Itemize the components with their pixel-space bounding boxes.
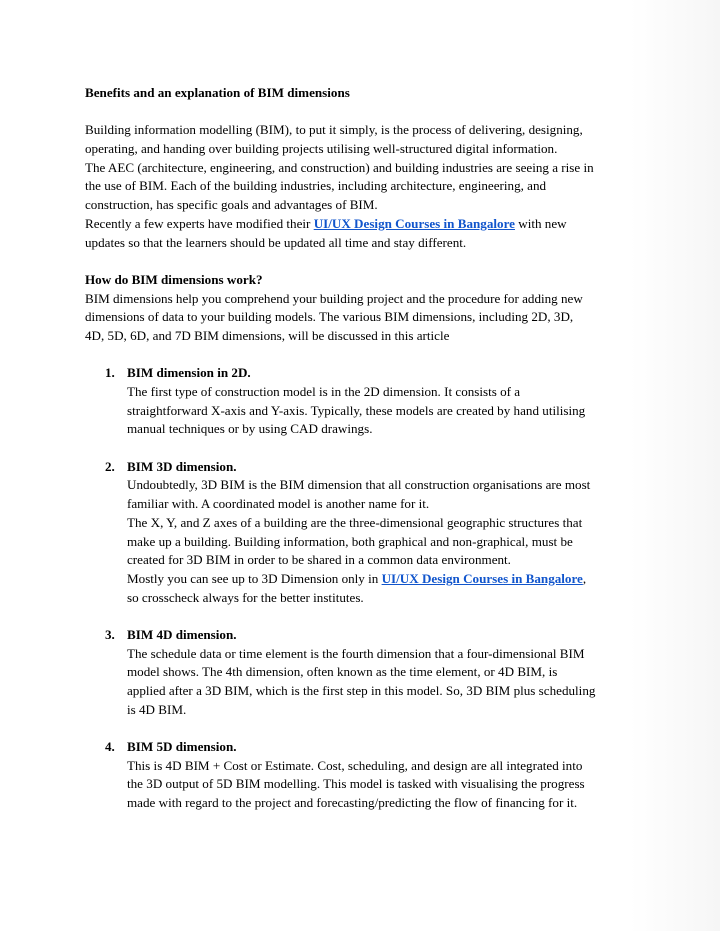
document-heading: Benefits and an explanation of BIM dimensions — [85, 85, 350, 100]
list-item-line: the 3D output of 5D BIM modelling. This model is tasked with visualising the progress — [127, 776, 585, 792]
list-number: 2. — [105, 458, 115, 474]
list-item-line: applied after a 3D BIM, which is the first step in this model. So, 3D BIM plus scheduling — [127, 683, 596, 698]
section-line: dimensions of data to your building models. The various BIM dimensions, including 2D, 3D, — [85, 309, 574, 325]
course-link[interactable]: UI/UX Design Courses in Bangalore — [381, 570, 583, 586]
intro-line — [85, 215, 645, 234]
list-number: 1. — [105, 365, 115, 381]
list-item-line — [127, 570, 645, 589]
list-item-line: so crosscheck always for the better institutes. — [127, 589, 364, 605]
list-item-text: , — [582, 570, 587, 586]
list-item-line: model shows. The 4th dimension, often known as the time element, or 4D BIM, is — [127, 664, 558, 680]
list-item-title: BIM 4D dimension. — [127, 626, 237, 642]
list-item-title: BIM dimension in 2D. — [127, 365, 251, 381]
list-number: 3. — [105, 626, 115, 642]
list-item-5d — [85, 738, 645, 813]
section-line: BIM dimensions help you comprehend your building project and the procedure for adding new — [85, 290, 583, 306]
list-item-4d — [85, 626, 645, 719]
list-item-line: is 4D BIM. — [127, 701, 187, 717]
intro-paragraph — [85, 121, 645, 252]
list-item-line: familiar with. A coordinated model is another name for it. — [127, 496, 430, 512]
list-item-3d — [85, 458, 645, 608]
list-item-title: BIM 3D dimension. — [127, 458, 237, 474]
list-item-line: make up a building. Building information, both graphical and non-graphical, must be — [127, 533, 573, 549]
intro-text: Recently a few experts have modified their — [85, 215, 314, 231]
list-item-line: created for 3D BIM in order to be shared in a common data environment. — [127, 552, 511, 568]
section-bim-dimensions — [85, 271, 645, 346]
list-item-2d — [85, 364, 645, 439]
list-item-line: The X, Y, and Z axes of a building are the three-dimensional geographic structures that — [127, 514, 583, 530]
intro-text: with new — [514, 215, 567, 231]
document-body — [85, 84, 645, 813]
intro-line: updates so that the learners should be updated all time and stay different. — [85, 234, 467, 250]
intro-line: The AEC (architecture, engineering, and construction) and building industries are seeing a rise in — [85, 159, 594, 175]
intro-line: operating, and handing over building projects utilising well-structured digital information. — [85, 141, 558, 157]
list-item-line: The schedule data or time element is the fourth dimension that a four-dimensional BIM — [127, 645, 585, 661]
intro-line: the use of BIM. Each of the building industries, including architecture, engineering, and — [85, 178, 547, 194]
section-title: How do BIM dimensions work? — [85, 271, 263, 287]
list-item-line: The first type of construction model is in the 2D dimension. It consists of a — [127, 384, 521, 399]
intro-line: Building information modelling (BIM), to put it simply, is the process of delivering, designing, — [85, 122, 583, 138]
list-item-line: manual techniques or by using CAD drawings. — [127, 421, 373, 437]
section-line: 4D, 5D, 6D, and 7D BIM dimensions, will be discussed in this article — [85, 327, 450, 343]
list-item-line: made with regard to the project and forecasting/predicting the flow of financing for it. — [127, 795, 578, 811]
course-link[interactable]: UI/UX Design Courses in Bangalore — [313, 215, 515, 231]
list-item-line: This is 4D BIM + Cost or Estimate. Cost, scheduling, and design are all integrated into — [127, 757, 583, 773]
list-item-line: straightforward X-axis and Y-axis. Typically, these models are created by hand utilising — [127, 402, 586, 418]
list-item-title: BIM 5D dimension. — [127, 739, 237, 755]
list-item-line: Undoubtedly, 3D BIM is the BIM dimension that all construction organisations are most — [127, 477, 591, 493]
list-number: 4. — [105, 739, 115, 755]
list-item-text: Mostly you can see up to 3D Dimension only in — [127, 570, 382, 586]
intro-line: construction, has specific goals and advantages of BIM. — [85, 197, 378, 213]
